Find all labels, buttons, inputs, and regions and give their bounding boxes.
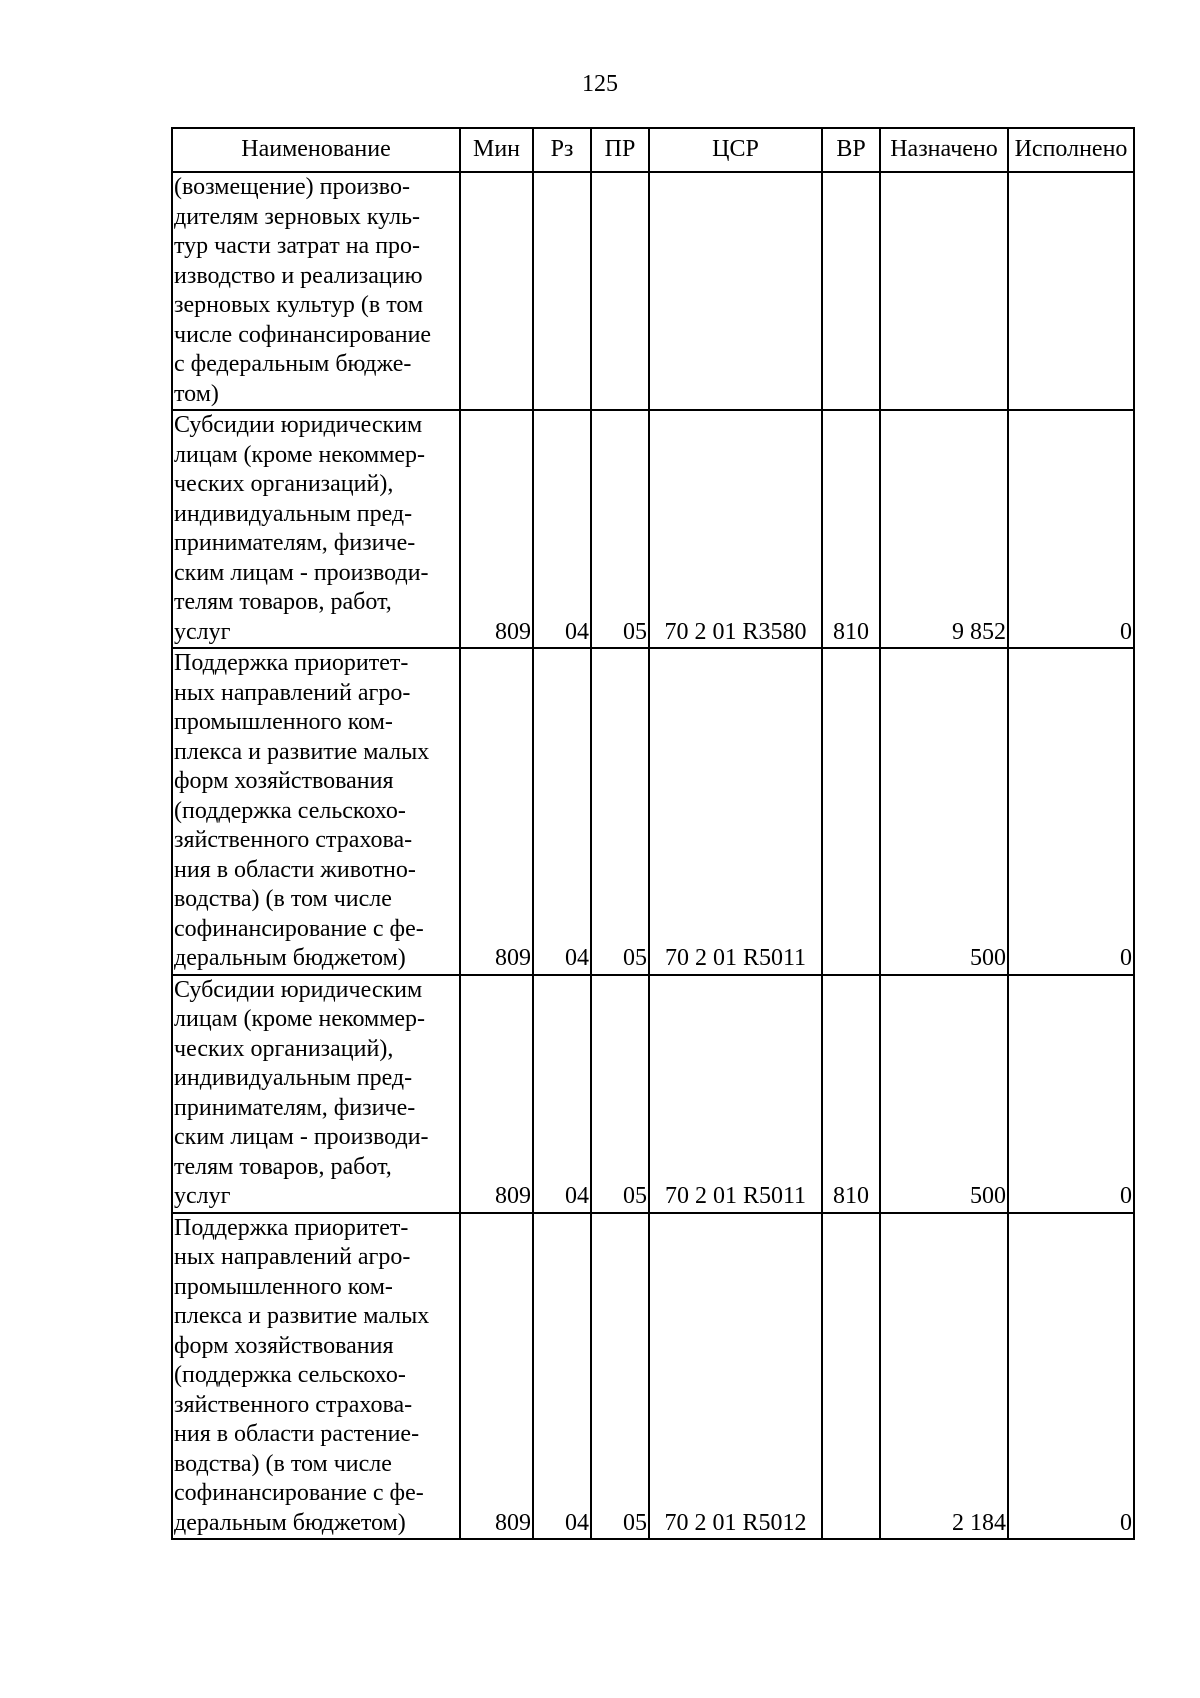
name-line: изводство и реализацию — [174, 262, 423, 289]
cell-vr — [822, 648, 880, 975]
name-line: зяйственного страхова- — [174, 827, 413, 853]
name-line: ским лицам - производи- — [174, 1124, 429, 1150]
cell-min: 809 — [460, 1213, 533, 1540]
name-line: водства) (в том числе — [174, 886, 392, 912]
cell-executed: 0 — [1008, 410, 1134, 648]
cell-pr: 05 — [591, 648, 649, 975]
name-line: дителям зерновых куль- — [174, 203, 421, 230]
cell-vr: 810 — [822, 410, 880, 648]
name-line: промышленного ком- — [174, 1273, 393, 1300]
cell-assigned: 9 852 — [880, 410, 1008, 648]
cell-min — [460, 172, 533, 410]
name-line: Субсидии юридическим — [174, 412, 423, 438]
name-line: софинансирование с фе- — [174, 915, 424, 942]
header-pr: ПР — [591, 128, 649, 172]
name-line: деральным бюджетом) — [174, 1509, 406, 1536]
name-line: водства) (в том числе — [174, 1450, 392, 1477]
name-line: лицам (кроме некоммер- — [174, 441, 426, 468]
name-line: индивидуальным пред- — [174, 500, 413, 527]
name-line: (поддержка сельскохо- — [174, 797, 406, 824]
budget-table — [171, 127, 1135, 1540]
table-row — [172, 975, 1134, 1213]
cell-vr — [822, 172, 880, 410]
cell-executed: 0 — [1008, 1213, 1134, 1540]
name-line: принимателям, физиче- — [174, 1094, 416, 1121]
name-line: промышленного ком- — [174, 709, 393, 735]
name-line: лицам (кроме некоммер- — [174, 1006, 426, 1032]
name-line: ных направлений агро- — [174, 679, 411, 706]
name-line: телям товаров, работ, — [174, 1153, 392, 1180]
cell-pr: 05 — [591, 410, 649, 648]
name-line: плекса и развитие малых — [174, 1303, 430, 1329]
table-body — [172, 172, 1134, 1539]
cell-name — [172, 410, 460, 648]
name-line: зерновых культур (в том — [174, 292, 424, 318]
name-line: услуг — [174, 618, 231, 645]
cell-pr: 05 — [591, 975, 649, 1213]
name-line: зяйственного страхова- — [174, 1391, 413, 1418]
name-line: Поддержка приоритет- — [174, 1214, 409, 1241]
name-line: ческих организаций), — [174, 471, 394, 497]
name-line: телям товаров, работ, — [174, 589, 392, 615]
header-rz: Рз — [533, 128, 591, 172]
header-csr: ЦСР — [649, 128, 822, 172]
cell-csr: 70 2 01 R5011 — [649, 648, 822, 975]
name-line: ческих организаций), — [174, 1035, 394, 1062]
table-row — [172, 1213, 1134, 1540]
page-number: 125 — [582, 71, 618, 97]
header-executed: Исполнено — [1008, 128, 1134, 172]
cell-name — [172, 1213, 460, 1540]
header-vr: ВР — [822, 128, 880, 172]
name-line: ния в области растение- — [174, 1421, 420, 1447]
name-line: Поддержка приоритет- — [174, 650, 409, 676]
cell-rz: 04 — [533, 975, 591, 1213]
cell-vr — [822, 1213, 880, 1540]
name-line: принимателям, физиче- — [174, 530, 416, 556]
name-line: индивидуальным пред- — [174, 1065, 413, 1091]
name-line: тур части затрат на про- — [174, 233, 421, 259]
name-line: услуг — [174, 1183, 231, 1209]
name-line: деральным бюджетом) — [174, 945, 406, 971]
name-line: (возмещение) произво- — [174, 174, 410, 200]
name-line: ским лицам - производи- — [174, 559, 429, 586]
name-line: (поддержка сельскохо- — [174, 1362, 406, 1388]
name-line: софинансирование с фе- — [174, 1480, 424, 1506]
cell-assigned: 2 184 — [880, 1213, 1008, 1540]
name-line: форм хозяйствования — [174, 1332, 394, 1359]
cell-executed — [1008, 172, 1134, 410]
cell-executed: 0 — [1008, 648, 1134, 975]
cell-rz: 04 — [533, 1213, 591, 1540]
cell-name — [172, 172, 460, 410]
cell-min: 809 — [460, 975, 533, 1213]
cell-assigned: 500 — [880, 648, 1008, 975]
cell-min: 809 — [460, 648, 533, 975]
cell-pr — [591, 172, 649, 410]
name-line: числе софинансирование — [174, 321, 432, 348]
header-name: Наименование — [172, 128, 460, 172]
cell-csr: 70 2 01 R5011 — [649, 975, 822, 1213]
name-line: форм хозяйствования — [174, 768, 394, 794]
cell-csr: 70 2 01 R3580 — [649, 410, 822, 648]
cell-rz: 04 — [533, 648, 591, 975]
cell-vr: 810 — [822, 975, 880, 1213]
header-assigned: Назначено — [880, 128, 1008, 172]
cell-executed: 0 — [1008, 975, 1134, 1213]
name-line: ных направлений агро- — [174, 1244, 411, 1270]
cell-assigned — [880, 172, 1008, 410]
name-line: ния в области животно- — [174, 856, 416, 883]
name-line: с федеральным бюдже- — [174, 351, 412, 377]
table-row — [172, 172, 1134, 410]
cell-csr — [649, 172, 822, 410]
table-header-row — [172, 128, 1134, 172]
cell-pr: 05 — [591, 1213, 649, 1540]
name-line: плекса и развитие малых — [174, 738, 430, 765]
cell-min: 809 — [460, 410, 533, 648]
cell-name — [172, 648, 460, 975]
name-line: том) — [174, 380, 219, 407]
cell-rz: 04 — [533, 410, 591, 648]
header-min: Мин — [460, 128, 533, 172]
table-row — [172, 410, 1134, 648]
table-row — [172, 648, 1134, 975]
cell-csr: 70 2 01 R5012 — [649, 1213, 822, 1540]
cell-name — [172, 975, 460, 1213]
name-line: Субсидии юридическим — [174, 976, 423, 1003]
cell-assigned: 500 — [880, 975, 1008, 1213]
cell-rz — [533, 172, 591, 410]
